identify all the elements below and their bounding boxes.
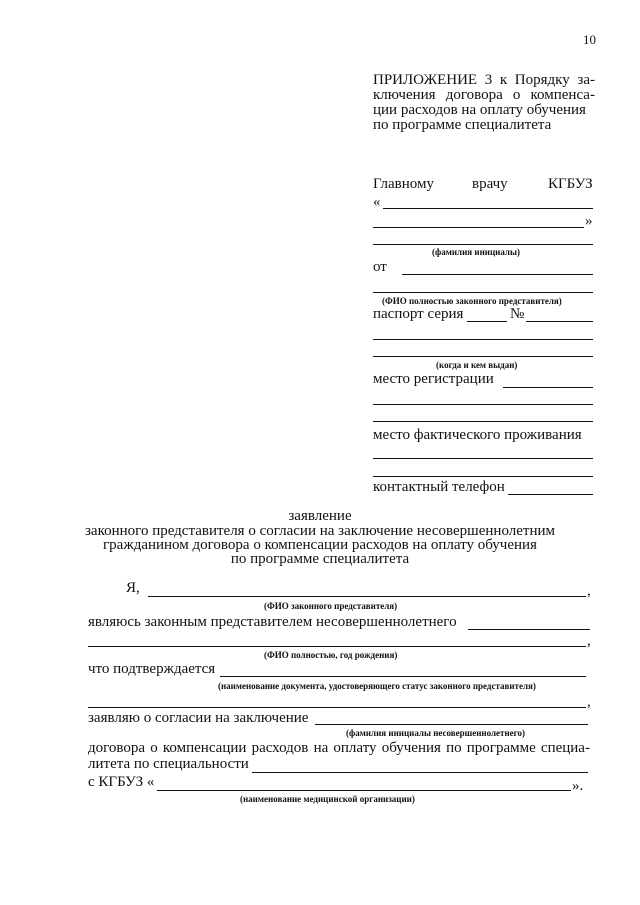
passport-issued-field-line-1[interactable] <box>373 339 593 340</box>
registration-field-line-2[interactable] <box>373 404 593 405</box>
title-line-1: заявление <box>288 508 352 524</box>
passport-number-field[interactable] <box>526 321 593 322</box>
from-field-line-2[interactable] <box>373 292 593 293</box>
minor-name-field[interactable] <box>315 724 588 725</box>
comma-1: , <box>587 583 591 599</box>
from-label: от <box>373 259 387 275</box>
with-kgbuz-label: с КГБУЗ « <box>88 774 155 790</box>
title-line-4: по программе специалитета <box>230 551 410 567</box>
page-number: 10 <box>583 32 596 47</box>
from-field-line-1[interactable] <box>402 274 593 275</box>
registration-label: место регистрации <box>373 371 494 387</box>
phone-field[interactable] <box>508 494 593 495</box>
caption-issued-by: (когда и кем выдан) <box>436 360 518 370</box>
residence-field-line-2[interactable] <box>373 476 593 477</box>
header-line-3: ции расходов на оплату обучения <box>373 102 586 118</box>
header-line-4: по программе специалитета <box>373 117 552 133</box>
caption-fio-legal-rep: (ФИО законного представителя) <box>264 601 398 611</box>
comma-2: , <box>587 633 591 649</box>
caption-fio-birth-year: (ФИО полностью, год рождения) <box>264 650 398 660</box>
representative-fio-field[interactable] <box>148 596 586 597</box>
being-representative-text: являюсь законным представителем несовершеннолетнего <box>88 614 457 630</box>
medical-org-field[interactable] <box>157 790 571 791</box>
org-name-field-line-2[interactable] <box>373 227 584 228</box>
title-line-2: законного представителя о согласии на заключение несовершеннолетним <box>85 523 555 539</box>
open-quote: « <box>373 194 381 210</box>
registration-field-line-1[interactable] <box>503 387 593 388</box>
passport-issued-field-line-2[interactable] <box>373 356 593 357</box>
head-name-field-line[interactable] <box>373 244 593 245</box>
comma-3: , <box>587 694 591 710</box>
passport-series-field[interactable] <box>467 321 507 322</box>
title-line-3: гражданином договора о компенсации расходов на оплату обучения <box>103 537 537 553</box>
contract-line-2: литета по специальности <box>88 756 249 772</box>
org-name-field-line-1[interactable] <box>383 208 593 209</box>
document-field-line-1[interactable] <box>220 676 586 677</box>
registration-field-line-3[interactable] <box>373 421 593 422</box>
consent-text: заявляю о согласии на заключение <box>88 710 309 726</box>
caption-minor-name: (фамилия инициалы несовершеннолетнего) <box>346 728 525 738</box>
residence-label: место фактического проживания <box>373 427 582 443</box>
addressee-word-chief: Главному <box>373 176 435 192</box>
confirmed-by-text: что подтверждается <box>88 661 216 677</box>
passport-number-sign: № <box>510 306 525 322</box>
ya-label: Я, <box>126 580 140 596</box>
caption-surname-initials: (фамилия инициалы) <box>432 247 520 257</box>
minor-fio-field-line-2[interactable] <box>88 646 586 647</box>
caption-fio-representative: (ФИО полностью законного представителя) <box>382 296 562 306</box>
contract-line-1: договора о компенсации расходов на оплату обучения по программе специа- <box>88 740 590 756</box>
caption-document-name: (наименование документа, удостоверяющего статус законного представителя) <box>218 681 536 691</box>
caption-medical-org: (наименование медицинской организации) <box>240 794 415 804</box>
phone-label: контактный телефон <box>373 479 505 495</box>
addressee-word-doctor: врачу <box>472 176 508 192</box>
end-quote: ». <box>572 778 584 794</box>
close-quote: » <box>585 213 593 229</box>
passport-series-label: паспорт серия <box>373 306 464 322</box>
header-line-2: ключения договора о компенса- <box>373 87 595 103</box>
specialty-field[interactable] <box>252 772 588 773</box>
addressee-word-kgbuz: КГБУЗ <box>548 176 593 192</box>
header-line-1: ПРИЛОЖЕНИЕ 3 к Порядку за- <box>373 72 595 88</box>
document-field-line-2[interactable] <box>88 707 586 708</box>
residence-field-line-1[interactable] <box>373 458 593 459</box>
minor-fio-field-line-1[interactable] <box>468 629 590 630</box>
